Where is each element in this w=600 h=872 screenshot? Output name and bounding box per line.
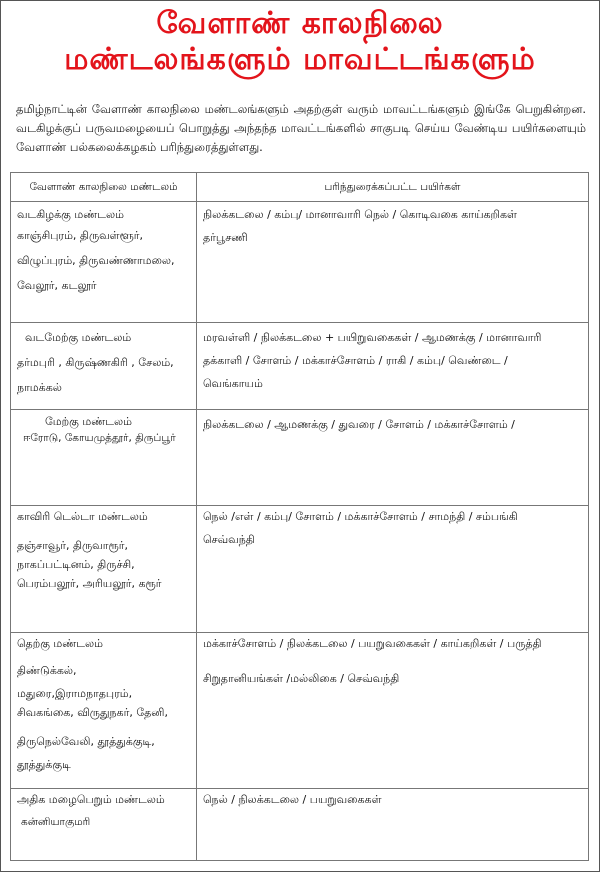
header-zone: வேளாண் காலநிலை மண்டலம்	[11, 173, 197, 202]
district-line: திருநெல்வேலி, தூத்துக்குடி,	[17, 735, 155, 748]
table-row	[11, 633, 589, 789]
crops-cell	[197, 506, 589, 633]
crops-cell	[197, 323, 589, 410]
zone-name: வடமேற்கு மண்டலம்	[25, 331, 132, 344]
crop-line: செவ்வந்தி	[203, 533, 255, 546]
crop-line: மக்காச்சோளம் / நிலக்கடலை / பயறுவகைகள் / காய்கறிகள் / பருத்தி	[203, 637, 542, 650]
zone-name: அதிக மழைபெறும் மண்டலம்	[17, 793, 165, 806]
crop-line: வெங்காயம்	[203, 377, 263, 390]
table-header-row	[11, 173, 589, 202]
district-line: திண்டுக்கல்,	[17, 664, 77, 677]
district-line: மதுரை,இராமநாதபுரம்,	[17, 687, 133, 700]
zone-name: வடகிழக்கு மண்டலம்	[17, 208, 124, 221]
zone-cell	[11, 506, 197, 633]
district-line: நாமக்கல்	[17, 381, 62, 394]
zone-name: தெற்கு மண்டலம்	[17, 637, 104, 650]
table-row	[11, 789, 589, 861]
district-line: நாகப்பட்டினம், திருச்சி,	[17, 558, 135, 571]
district-line: சிவகங்கை, விருதுநகர், தேனி,	[17, 706, 168, 719]
crop-line: தக்காளி / சோளம் / மக்காச்சோளம் / ராகி / கம்பு/ வெண்டை /	[203, 354, 508, 367]
district-line: விழுப்புரம், திருவண்ணாமலை,	[17, 254, 175, 267]
district-line: தர்மபுரி , கிருஷ்ணகிரி , சேலம்,	[17, 356, 174, 369]
zone-cell	[11, 789, 197, 861]
crops-cell	[197, 633, 589, 789]
table-row	[11, 410, 589, 506]
crops-cell	[197, 410, 589, 506]
crop-line: நிலக்கடலை / கம்பு/ மானாவாரி நெல் / கொடிவகை காய்கறிகள்	[203, 208, 517, 221]
zone-cell	[11, 410, 197, 506]
district-line: ஈரோடு, கோயமுத்தூர், திருப்பூர்	[23, 432, 176, 444]
zone-cell	[11, 323, 197, 410]
district-line: வேலூர், கடலூர்	[17, 279, 97, 292]
zone-name: மேற்கு மண்டலம்	[45, 415, 132, 428]
district-line: கன்னியாகுமரி	[21, 816, 91, 828]
crop-line: சிறுதானியங்கள் /மல்லிகை / செவ்வந்தி	[203, 672, 400, 685]
table-row	[11, 323, 589, 410]
zone-name: காவிரி டெல்டா மண்டலம்	[17, 510, 148, 523]
zones-table	[10, 172, 589, 861]
table-row	[11, 506, 589, 633]
zone-cell	[11, 202, 197, 323]
district-line: தஞ்சாவூர், திருவாரூர்,	[17, 539, 129, 552]
crop-line: நெல் /எள் / கம்பு/ சோளம் / மக்காச்சோளம் / சாமந்தி / சம்பங்கி	[203, 510, 518, 523]
crops-cell	[197, 789, 589, 861]
table-row	[11, 202, 589, 323]
district-line: பெரம்பலூர், அரியலூர், கரூர்	[17, 577, 162, 590]
district-line: தூத்துக்குடி	[17, 758, 71, 771]
title-line-1: வேளாண் காலநிலை	[156, 6, 444, 41]
crops-cell	[197, 202, 589, 323]
crop-line: நிலக்கடலை / ஆமணக்கு / துவரை / சோளம் / மக்காச்சோளம் /	[203, 418, 515, 431]
zone-cell	[11, 633, 197, 789]
district-line: காஞ்சிபுரம், திருவள்ளூர்,	[17, 229, 143, 242]
title-line-2: மண்டலங்களும் மாவட்டங்களும்	[64, 42, 536, 77]
crop-line: தர்பூசணி	[203, 231, 248, 244]
intro-paragraph: தமிழ்நாட்டின் வேளாண் காலநிலை மண்டலங்களும் அதற்குள் வரும் மாவட்டங்களும் இங்கே பெறுகின்றன. வடகிழக்குப் பருவமழையைப் பொறுத்து அந்தந்த மாவட்டங்களில் சாகுபடி செய்ய வேண்டிய பயிர்களையும் வேளாண் பல்கலைக்கழகம் பரிந்துரைத்துள்ளது.	[16, 102, 586, 154]
header-crops: பரிந்துரைக்கப்பட்ட பயிர்கள்	[197, 173, 589, 202]
crop-line: மரவள்ளி / நிலக்கடலை + பயிறுவகைகள் / ஆமணக்கு / மானாவாரி	[203, 331, 542, 344]
crop-line: நெல் / நிலக்கடலை / பயறுவகைகள்	[203, 793, 382, 806]
